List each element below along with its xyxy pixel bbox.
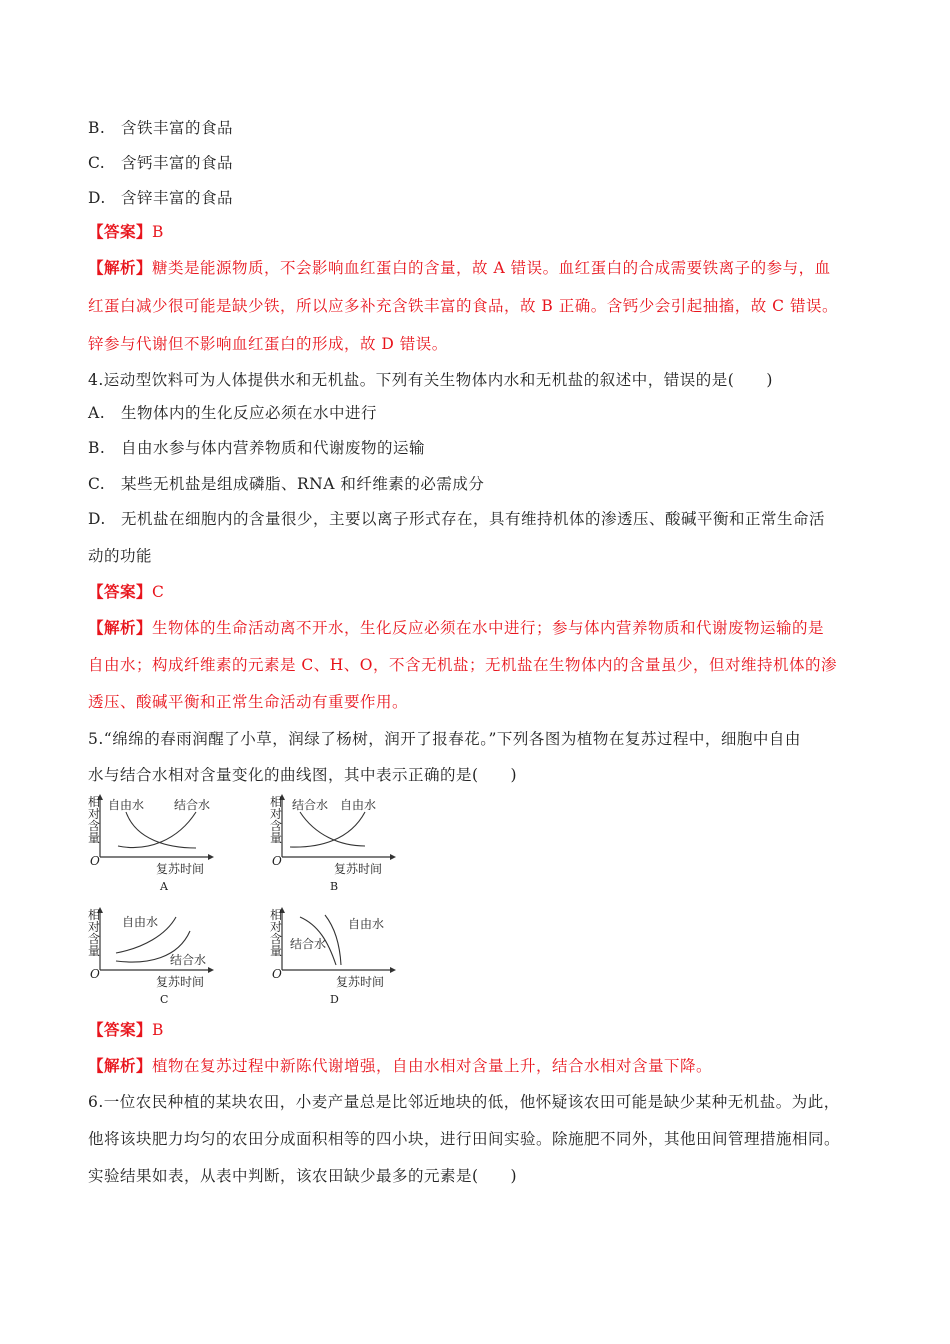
q4-analysis-line-1 <box>88 618 824 638</box>
analysis-text: 糖类是能源物质，不会影响血红蛋白的含量，故 A 错误。血红蛋白的合成需要铁离子的参与，血 <box>152 259 831 277</box>
origin-label: O <box>90 854 100 868</box>
figure-b <box>270 790 420 895</box>
q3-analysis-line-2: 红蛋白减少很可能是缺少铁，所以应多补充含铁丰富的食品，故 B 正确。含钙少会引起抽搐，故 C 错误。 <box>88 297 838 315</box>
q3-option-c <box>88 153 233 173</box>
y-axis-label: 相对含量 <box>88 908 101 958</box>
q4-option-c <box>88 474 484 494</box>
q3-analysis-line-3: 锌参与代谢但不影响血红蛋白的形成，故 D 错误。 <box>88 335 448 353</box>
answer-value: B <box>152 223 164 241</box>
origin-label: O <box>272 967 282 981</box>
origin-label: O <box>272 854 282 868</box>
q3-answer <box>88 222 164 242</box>
curve-label-1: 自由水 <box>122 915 159 929</box>
curve-label-2: 自由水 <box>348 917 385 931</box>
figure-label: D <box>330 993 339 1006</box>
q6-stem-line-3: 实验结果如表，从表中判断，该农田缺少最多的元素是( ) <box>88 1167 518 1185</box>
q4-analysis-line-2: 自由水；构成纤维素的元素是 C、H、O，不含无机盐；无机盐在生物体内的含量虽少，但对维持机体的渗 <box>88 656 838 674</box>
option-label: B. <box>88 439 106 457</box>
x-axis-label: 复苏时间 <box>334 862 383 876</box>
q5-answer <box>88 1020 164 1040</box>
option-text: 含铁丰富的食品 <box>121 119 234 137</box>
q4-answer <box>88 582 164 602</box>
option-text: 含钙丰富的食品 <box>121 154 234 172</box>
curve-label-2: 结合水 <box>174 798 211 812</box>
curve-label-1: 自由水 <box>108 798 145 812</box>
x-axis-label: 复苏时间 <box>156 862 205 876</box>
curve-label-1: 结合水 <box>292 798 329 812</box>
y-axis-label: 相对含量 <box>88 795 101 845</box>
option-text: 无机盐在细胞内的含量很少，主要以离子形式存在，具有维持机体的渗透压、酸碱平衡和正常生命活 <box>121 510 826 528</box>
q4-option-b <box>88 438 425 458</box>
option-text: 自由水参与体内营养物质和代谢废物的运输 <box>121 439 426 457</box>
answer-tag: 【答案】 <box>88 583 153 601</box>
option-label: C. <box>88 154 106 172</box>
option-text: 某些无机盐是组成磷脂、RNA 和纤维素的必需成分 <box>121 475 485 493</box>
answer-tag: 【答案】 <box>88 1021 153 1039</box>
analysis-text: 植物在复苏过程中新陈代谢增强，自由水相对含量上升，结合水相对含量下降。 <box>152 1057 713 1075</box>
answer-value: B <box>152 1021 164 1039</box>
q4-option-a <box>88 403 377 423</box>
curve-label-2: 自由水 <box>340 798 377 812</box>
q5-analysis <box>88 1056 712 1076</box>
answer-value: C <box>152 583 165 601</box>
option-text: 生物体内的生化反应必须在水中进行 <box>121 404 378 422</box>
q3-option-b <box>88 118 233 138</box>
analysis-tag: 【解析】 <box>88 259 153 277</box>
figure-label: C <box>160 993 169 1006</box>
option-label: B. <box>88 119 106 137</box>
x-axis-label: 复苏时间 <box>156 975 205 989</box>
q4-analysis-line-3: 透压、酸碱平衡和正常生命活动有重要作用。 <box>88 693 409 711</box>
q5-stem-line-1: 5.“绵绵的春雨润醒了小草，润绿了杨树，润开了报春花。”下列各图为植物在复苏过程中，细胞中自由 <box>88 730 801 748</box>
x-axis-label: 复苏时间 <box>336 975 385 989</box>
analysis-tag: 【解析】 <box>88 1057 153 1075</box>
option-label: C. <box>88 475 106 493</box>
analysis-text: 生物体的生命活动离不开水，生化反应必须在水中进行；参与体内营养物质和代谢废物运输的是 <box>152 619 825 637</box>
q4-stem: 4.运动型饮料可为人体提供水和无机盐。下列有关生物体内水和无机盐的叙述中，错误的是( ) <box>88 371 773 389</box>
curve-label-2: 结合水 <box>170 953 207 967</box>
origin-label: O <box>90 967 100 981</box>
answer-tag: 【答案】 <box>88 223 153 241</box>
figure-c <box>88 903 238 1008</box>
figure-d <box>270 903 420 1008</box>
q6-stem-line-2: 他将该块肥力均匀的农田分成面积相等的四小块，进行田间实验。除施肥不同外，其他田间管理措施相同。 <box>88 1130 841 1148</box>
q5-figures <box>88 790 408 1010</box>
y-axis-label: 相对含量 <box>270 908 283 958</box>
q5-stem-line-2: 水与结合水相对含量变化的曲线图，其中表示正确的是( ) <box>88 766 518 784</box>
curve-label-1: 结合水 <box>290 937 327 951</box>
option-label: A. <box>88 404 106 422</box>
option-text: 含锌丰富的食品 <box>121 189 234 207</box>
y-axis-label: 相对含量 <box>270 795 283 845</box>
option-label: D. <box>88 510 106 528</box>
q3-analysis-line-1 <box>88 258 831 278</box>
option-label: D. <box>88 189 106 207</box>
figure-label: A <box>160 880 168 893</box>
q4-option-d <box>88 509 825 529</box>
figure-a <box>88 790 238 895</box>
q6-stem-line-1: 6.一位农民种植的某块农田，小麦产量总是比邻近地块的低，他怀疑该农田可能是缺少某种无机盐。为此， <box>88 1093 840 1111</box>
analysis-tag: 【解析】 <box>88 619 153 637</box>
q3-option-d <box>88 188 233 208</box>
figure-label: B <box>330 880 339 893</box>
q4-option-d-continued: 动的功能 <box>88 547 153 565</box>
